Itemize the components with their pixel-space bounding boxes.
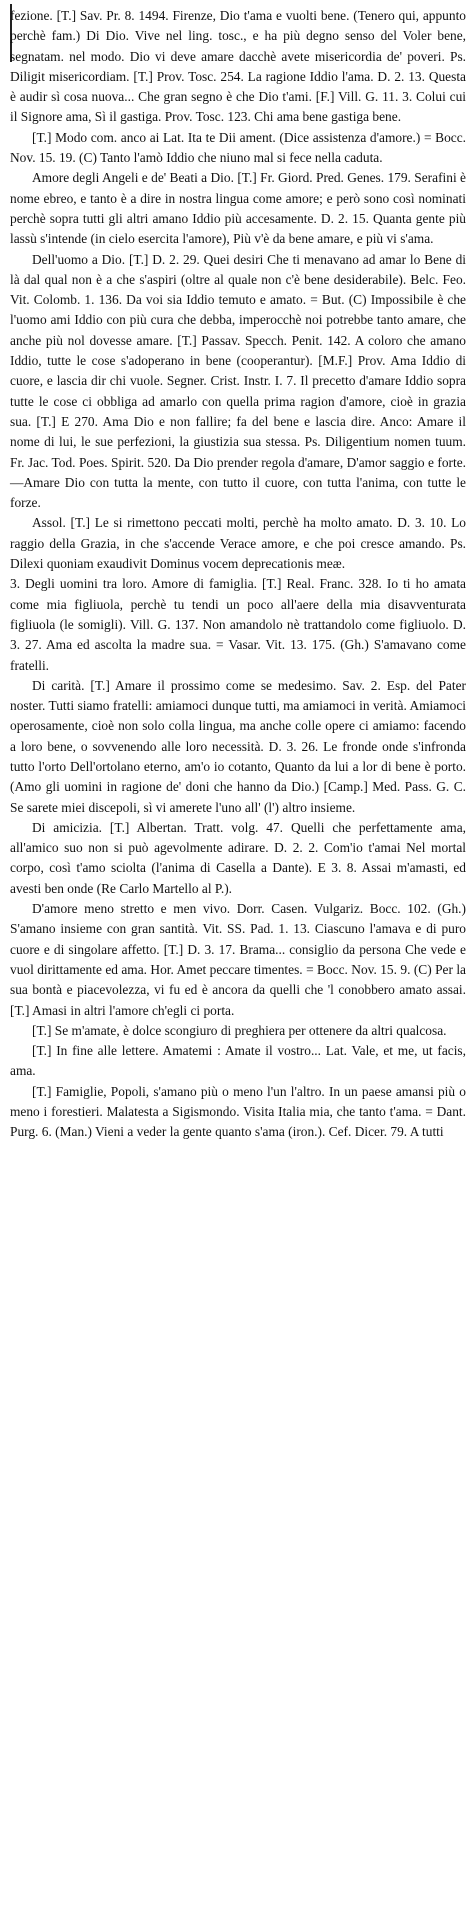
dictionary-page	[10, 6, 466, 1143]
entry-paragraph-5: Assol. [T.] Le si rimettono peccati molti, perchè ha molto amato. D. 3. 10. Lo raggio della Grazia, in che s'accende Verace amore, e che poi cresce amando. Ps. Dilexi quoniam exaudivit Dominus vocem deprecationis meæ.	[10, 515, 466, 572]
entry-paragraph-12: [T.] Famiglie, Popoli, s'amano più o meno l'un l'altro. In un paese amansi più o meno i forestieri. Malatesta a Sigismondo. Visita Italia mia, che tanto t'ama. = Dant. Purg. 6. (Man.) Vieni a veder la gente quanto s'ama (iron.). Cef. Dicer. 79. A tutti	[10, 1083, 466, 1140]
entry-paragraph-9: D'amore meno stretto e men vivo. Dorr. Casen. Vulgariz. Bocc. 102. (Gh.) S'amano insieme con gran santità. Vit. SS. Pad. 1. 13. Ciascuno l'amava e di puro cuore e di singolare affetto. [T.] D. 3. 17. Brama... consiglio da persona Che vede e vuol dirittamente ed ama. Hor. Amet peccare timentes. = Bocc. Nov. 15. 9. (C) Per la sua bontà e piacevolezza, vi fu ed è ancora da quelli che 'l conobbero amato assai. [T.] Amasi in altri l'amore ch'egli ci porta.	[10, 901, 466, 1018]
entry-paragraph-10: [T.] Se m'amate, è dolce scongiuro di preghiera per ottenere da altri qualcosa.	[32, 1022, 447, 1038]
entry-paragraph-3: Amore degli Angeli e de' Beati a Dio. [T.] Fr. Giord. Pred. Genes. 179. Serafini è nome ebreo, e tanto è a dire in nostra lingua come amore; e però sono così nominati perchè sopra tutti gli altri amano Iddio più accesamente. D. 2. 15. Quanta gente più lassù s'intende (in cielo esercita l'amore), Più v'è da bene amare, e più vi s'ama.	[10, 170, 466, 247]
entry-paragraph-7: Di carità. [T.] Amare il prossimo come se medesimo. Sav. 2. Esp. del Pater noster. Tutti siamo fratelli: amiamoci dunque tutti, ma amiamoci in verità. Amiamoci operosamente, cioè non solo colla lingua, ma anche colle opere ci amiamo: facendo a loro bene, o sovvenendo alle loro necessità. D. 3. 26. Le fronde onde s'infronda tutto l'orto Dell'ortolano eterno, am'o io cotanto, Quanto da lui a lor di bene è porto. (Amo gli uomini in ragione de' doni che hanno da Dio.) [Camp.] Med. Pass. G. C. Se sarete miei discepoli, sì vi amerete l'uno all' (l') altro insieme.	[10, 677, 466, 815]
entry-paragraph-8: Di amicizia. [T.] Albertan. Tratt. volg. 47. Quelli che perfettamente ama, all'amico suo non si può agevolmente adirare. D. 2. 2. Com'io t'amai Nel mortal corpo, così t'amo sciolta (l'anima di Casella a Dante). E 3. 8. Assai m'amasti, ed avesti ben onde (Re Carlo Martello al P.).	[10, 819, 466, 896]
entry-paragraph-2: [T.] Modo com. anco ai Lat. Ita te Dii ament. (Dice assistenza d'amore.) = Bocc. Nov. 15. 19. (C) Tanto l'amò Iddio che niuno mal si fece nella caduta.	[10, 129, 466, 166]
entry-paragraph-11: [T.] In fine alle lettere. Amatemi : Amate il vostro... Lat. Vale, et me, ut facis, ama.	[10, 1043, 466, 1079]
entry-paragraph-4: Dell'uomo a Dio. [T.] D. 2. 29. Quei desiri Che ti menavano ad amar lo Bene di là dal qual non è a che s'aspiri (oltre al quale non c'è bene desiderabile). Belc. Feo. Vit. Colomb. 1. 136. Da voi sia Iddio temuto e amato. = But. (C) Impossibile è che l'uomo ami Iddio con più cura che debba, imperocchè noi potrebbe tanto amare, che anche più nol dovesse amare. [T.] Passav. Specch. Penit. 142. A coloro che amano Iddio, tutte le cose s'adoperano in bene (cooperantur). [M.F.] Prov. Ama Iddio di cuore, e lascia dir chi vuole. Segner. Crist. Instr. I. 7. Il precetto d'amare Iddio sopra tutte le cose ci obbliga ad amarlo con quella prima ragion d'amore, cioè in grazia sua. [T.] E 270. Ama Dio e non fallire; fa del bene e lascia dire. Anco: Amare il nome di lui, le sue perfezioni, la giustizia sua stessa. Ps. Diligentium nomen tuum. Fr. Jac. Tod. Poes. Spirit. 520. Da Dio prender regola d'amare, D'amor saggio e forte. —Amare Dio con tutta la mente, con tutto il cuore, con tutta l'anima, con tutte le forze.	[10, 251, 466, 511]
entry-paragraph-6: 3. Degli uomini tra loro. Amore di famiglia. [T.] Real. Franc. 328. Io ti ho amata come mia figliuola, perchè tu tendi un poco all'aere della mia disavventurata figliuola (le somigli). Vill. G. 137. Non amandolo nè trattandolo come figliuolo. D. 3. 27. Ama ed ascolta la madre sua. = Vasar. Vit. 13. 175. (Gh.) S'amavano come fratelli.	[10, 576, 466, 673]
entry-paragraph-1: fezione. [T.] Sav. Pr. 8. 1494. Firenze, Dio t'ama e vuolti bene. (Tenero qui, appunto perchè fam.) Di Dio. Vive nel ling. tosc., e ha più degno senso del Voler bene, segnatam. nel modo. Dio vi deve amare dacchè avete misericordia de' poveri. Ps. Diligit misericordiam. [T.] Prov. Tosc. 254. La ragione Iddio l'ama. D. 2. 13. Questa è audir sì cosa nuova... Che gran segno è che Dio t'ami. [F.] Vill. G. 11. 3. Colui cui il Signore ama, Sì il gastiga. Prov. Tosc. 123. Chi ama bene gastiga bene.	[10, 8, 466, 125]
